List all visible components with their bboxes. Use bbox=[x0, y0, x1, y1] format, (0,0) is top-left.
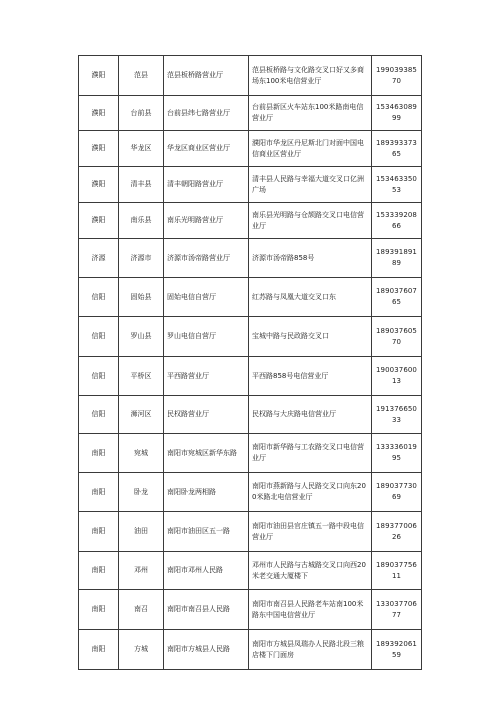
cell-hall: 南阳市南召县人民路 bbox=[164, 590, 249, 630]
cell-address: 民权路与大庆路电信营业厅 bbox=[249, 396, 372, 434]
cell-hall: 济源市汤帝路营业厅 bbox=[164, 239, 249, 278]
cell-address: 南阳市新华路与工农路交叉口电信营业厅 bbox=[249, 434, 372, 473]
cell-address: 范县板桥路与文化路交叉口好又多商场东100米电信营业厅 bbox=[249, 56, 372, 96]
cell-hall: 固始电信自营厅 bbox=[164, 278, 249, 317]
table-row bbox=[79, 56, 422, 96]
cell-county: 浉河区 bbox=[119, 396, 164, 434]
cell-city: 濮阳 bbox=[79, 131, 119, 167]
cell-phone: 15333920866 bbox=[372, 203, 422, 239]
cell-county: 南乐县 bbox=[119, 203, 164, 239]
cell-address: 南阳市方城县凤瑞办人民路北段三粮店楼下门面房 bbox=[249, 630, 372, 670]
cell-city: 濮阳 bbox=[79, 96, 119, 131]
cell-phone: 13303770677 bbox=[372, 590, 422, 630]
cell-hall: 南阳市方城县人民路 bbox=[164, 630, 249, 670]
table-row bbox=[79, 473, 422, 512]
cell-county: 济源市 bbox=[119, 239, 164, 278]
cell-address: 南阳市油田县官庄镇五一路中段电信营业厅 bbox=[249, 512, 372, 552]
table-row bbox=[79, 317, 422, 357]
cell-phone: 15346335053 bbox=[372, 167, 422, 203]
table-row bbox=[79, 630, 422, 670]
cell-county: 邓州 bbox=[119, 552, 164, 590]
table-row bbox=[79, 434, 422, 473]
cell-city: 南阳 bbox=[79, 552, 119, 590]
cell-phone: 18937700626 bbox=[372, 512, 422, 552]
table-row bbox=[79, 131, 422, 167]
cell-city: 信阳 bbox=[79, 278, 119, 317]
cell-city: 南阳 bbox=[79, 473, 119, 512]
cell-county: 方城 bbox=[119, 630, 164, 670]
cell-address: 南乐县光明路与仓颉路交叉口电信营业厅 bbox=[249, 203, 372, 239]
cell-hall: 南阳市邓州人民路 bbox=[164, 552, 249, 590]
cell-phone: 18903760765 bbox=[372, 278, 422, 317]
cell-county: 范县 bbox=[119, 56, 164, 96]
cell-address: 南阳市南召县人民路老车站南100米路东中国电信营业厅 bbox=[249, 590, 372, 630]
cell-hall: 平西路营业厅 bbox=[164, 357, 249, 396]
cell-phone: 19903938570 bbox=[372, 56, 422, 96]
table-row bbox=[79, 96, 422, 131]
table-row bbox=[79, 239, 422, 278]
cell-city: 南阳 bbox=[79, 434, 119, 473]
table-row bbox=[79, 167, 422, 203]
cell-county: 卧龙 bbox=[119, 473, 164, 512]
cell-hall: 华龙区商业区营业厅 bbox=[164, 131, 249, 167]
cell-county: 油田 bbox=[119, 512, 164, 552]
cell-hall: 台前县纬七路营业厅 bbox=[164, 96, 249, 131]
cell-hall: 南阳市宛城区新华东路 bbox=[164, 434, 249, 473]
cell-city: 濮阳 bbox=[79, 56, 119, 96]
cell-phone: 18939189189 bbox=[372, 239, 422, 278]
table-row bbox=[79, 590, 422, 630]
cell-city: 南阳 bbox=[79, 590, 119, 630]
cell-county: 固始县 bbox=[119, 278, 164, 317]
table-row bbox=[79, 396, 422, 434]
cell-hall: 清丰朝阳路营业厅 bbox=[164, 167, 249, 203]
cell-county: 平桥区 bbox=[119, 357, 164, 396]
cell-address: 济源市汤帝路858号 bbox=[249, 239, 372, 278]
cell-address: 台前县新区火车站东100米路南电信营业厅 bbox=[249, 96, 372, 131]
cell-county: 宛城 bbox=[119, 434, 164, 473]
cell-city: 信阳 bbox=[79, 357, 119, 396]
cell-phone: 19003760013 bbox=[372, 357, 422, 396]
table-row bbox=[79, 552, 422, 590]
cell-address: 宝城中路与民政路交叉口 bbox=[249, 317, 372, 357]
cell-address: 红苏路与凤凰大道交叉口东 bbox=[249, 278, 372, 317]
cell-county: 台前县 bbox=[119, 96, 164, 131]
cell-city: 济源 bbox=[79, 239, 119, 278]
cell-phone: 18903775611 bbox=[372, 552, 422, 590]
cell-hall: 南乐光明路营业厅 bbox=[164, 203, 249, 239]
cell-hall: 范县板桥路营业厅 bbox=[164, 56, 249, 96]
cell-city: 南阳 bbox=[79, 630, 119, 670]
cell-phone: 19137665033 bbox=[372, 396, 422, 434]
cell-phone: 18939206159 bbox=[372, 630, 422, 670]
table-body bbox=[79, 56, 422, 670]
cell-county: 清丰县 bbox=[119, 167, 164, 203]
cell-address: 南阳市燕新路与人民路交叉口向东200米路北电信营业厅 bbox=[249, 473, 372, 512]
cell-county: 罗山县 bbox=[119, 317, 164, 357]
table-row bbox=[79, 357, 422, 396]
cell-county: 南召 bbox=[119, 590, 164, 630]
cell-hall: 南阳卧龙两相路 bbox=[164, 473, 249, 512]
table-row bbox=[79, 203, 422, 239]
cell-hall: 南阳市油田区五一路 bbox=[164, 512, 249, 552]
cell-phone: 18903773069 bbox=[372, 473, 422, 512]
service-hall-table bbox=[78, 55, 422, 670]
cell-hall: 罗山电信自营厅 bbox=[164, 317, 249, 357]
cell-hall: 民权路营业厅 bbox=[164, 396, 249, 434]
table-row bbox=[79, 278, 422, 317]
cell-phone: 15346308999 bbox=[372, 96, 422, 131]
cell-county: 华龙区 bbox=[119, 131, 164, 167]
table-row bbox=[79, 512, 422, 552]
cell-phone: 18903760570 bbox=[372, 317, 422, 357]
cell-phone: 18939337365 bbox=[372, 131, 422, 167]
cell-city: 濮阳 bbox=[79, 203, 119, 239]
cell-city: 南阳 bbox=[79, 512, 119, 552]
cell-city: 信阳 bbox=[79, 317, 119, 357]
cell-city: 濮阳 bbox=[79, 167, 119, 203]
cell-address: 平西路858号电信营业厅 bbox=[249, 357, 372, 396]
cell-address: 濮阳市华龙区丹尼斯北门对面中国电信商业区营业厅 bbox=[249, 131, 372, 167]
cell-city: 信阳 bbox=[79, 396, 119, 434]
cell-phone: 13333601995 bbox=[372, 434, 422, 473]
cell-address: 邓州市人民路与古城路交叉口向西20米老交通大厦楼下 bbox=[249, 552, 372, 590]
cell-address: 清丰县人民路与幸福大道交叉口亿洲广场 bbox=[249, 167, 372, 203]
